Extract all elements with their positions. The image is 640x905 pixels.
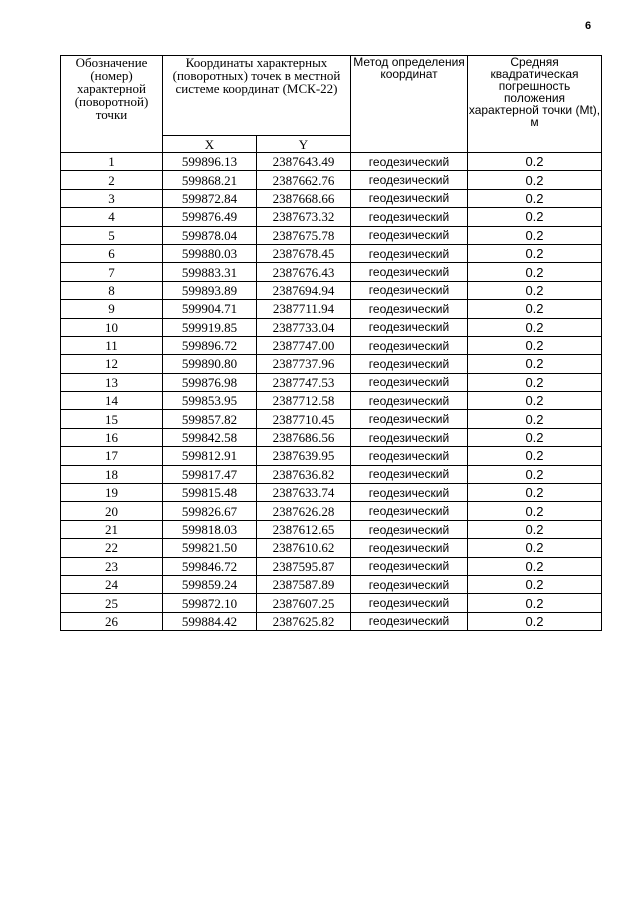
method-cell: геодезический [351, 539, 468, 557]
method-cell: геодезический [351, 153, 468, 171]
error-cell: 0.2 [468, 428, 602, 446]
header-designation: Обозначение (номер) характерной (поворотной) точки [61, 56, 163, 153]
point-number-cell: 15 [61, 410, 163, 428]
x-coordinate-cell: 599884.42 [163, 612, 257, 630]
page-number: 6 [585, 20, 592, 32]
y-coordinate-cell: 2387595.87 [257, 557, 351, 575]
x-coordinate-cell: 599859.24 [163, 575, 257, 593]
error-cell: 0.2 [468, 153, 602, 171]
method-cell: геодезический [351, 244, 468, 262]
x-coordinate-cell: 599872.84 [163, 189, 257, 207]
method-cell: геодезический [351, 226, 468, 244]
table-row [61, 575, 602, 593]
table-row [61, 208, 602, 226]
method-cell: геодезический [351, 300, 468, 318]
table-row [61, 502, 602, 520]
point-number-cell: 19 [61, 484, 163, 502]
x-coordinate-cell: 599876.49 [163, 208, 257, 226]
table-row [61, 244, 602, 262]
method-cell: геодезический [351, 428, 468, 446]
y-coordinate-cell: 2387733.04 [257, 318, 351, 336]
method-cell: геодезический [351, 447, 468, 465]
point-number-cell: 13 [61, 373, 163, 391]
point-number-cell: 10 [61, 318, 163, 336]
x-coordinate-cell: 599821.50 [163, 539, 257, 557]
y-coordinate-cell: 2387747.53 [257, 373, 351, 391]
table-row [61, 539, 602, 557]
y-coordinate-cell: 2387737.96 [257, 355, 351, 373]
y-coordinate-cell: 2387633.74 [257, 484, 351, 502]
y-coordinate-cell: 2387676.43 [257, 263, 351, 281]
error-cell: 0.2 [468, 373, 602, 391]
x-coordinate-cell: 599876.98 [163, 373, 257, 391]
method-cell: геодезический [351, 557, 468, 575]
header-error: Средняя квадратическая погрешность положения характерной точки (Mt), м [468, 56, 602, 153]
x-coordinate-cell: 599842.58 [163, 428, 257, 446]
error-cell: 0.2 [468, 336, 602, 354]
x-coordinate-cell: 599868.21 [163, 171, 257, 189]
table-row [61, 612, 602, 630]
error-cell: 0.2 [468, 484, 602, 502]
method-cell: геодезический [351, 171, 468, 189]
error-cell: 0.2 [468, 171, 602, 189]
x-coordinate-cell: 599904.71 [163, 300, 257, 318]
x-coordinate-cell: 599893.89 [163, 281, 257, 299]
table-row [61, 318, 602, 336]
error-cell: 0.2 [468, 244, 602, 262]
point-number-cell: 25 [61, 594, 163, 612]
error-cell: 0.2 [468, 502, 602, 520]
x-coordinate-cell: 599853.95 [163, 392, 257, 410]
table-row [61, 410, 602, 428]
table-row [61, 392, 602, 410]
point-number-cell: 24 [61, 575, 163, 593]
error-cell: 0.2 [468, 447, 602, 465]
table-row [61, 520, 602, 538]
x-coordinate-cell: 599896.72 [163, 336, 257, 354]
point-number-cell: 3 [61, 189, 163, 207]
table-row [61, 428, 602, 446]
method-cell: геодезический [351, 208, 468, 226]
point-number-cell: 23 [61, 557, 163, 575]
x-coordinate-cell: 599883.31 [163, 263, 257, 281]
table-row [61, 189, 602, 207]
error-cell: 0.2 [468, 300, 602, 318]
method-cell: геодезический [351, 520, 468, 538]
y-coordinate-cell: 2387636.82 [257, 465, 351, 483]
point-number-cell: 6 [61, 244, 163, 262]
table-row [61, 281, 602, 299]
y-coordinate-cell: 2387711.94 [257, 300, 351, 318]
error-cell: 0.2 [468, 355, 602, 373]
x-coordinate-cell: 599880.03 [163, 244, 257, 262]
table-body [61, 153, 602, 631]
header-y: Y [257, 136, 351, 153]
y-coordinate-cell: 2387587.89 [257, 575, 351, 593]
method-cell: геодезический [351, 484, 468, 502]
point-number-cell: 17 [61, 447, 163, 465]
point-number-cell: 18 [61, 465, 163, 483]
y-coordinate-cell: 2387643.49 [257, 153, 351, 171]
table-row [61, 557, 602, 575]
error-cell: 0.2 [468, 612, 602, 630]
table-row [61, 153, 602, 171]
error-cell: 0.2 [468, 520, 602, 538]
x-coordinate-cell: 599919.85 [163, 318, 257, 336]
method-cell: геодезический [351, 392, 468, 410]
method-cell: геодезический [351, 189, 468, 207]
table-row [61, 484, 602, 502]
y-coordinate-cell: 2387678.45 [257, 244, 351, 262]
y-coordinate-cell: 2387662.76 [257, 171, 351, 189]
x-coordinate-cell: 599878.04 [163, 226, 257, 244]
table-row [61, 355, 602, 373]
x-coordinate-cell: 599857.82 [163, 410, 257, 428]
x-coordinate-cell: 599817.47 [163, 465, 257, 483]
y-coordinate-cell: 2387612.65 [257, 520, 351, 538]
y-coordinate-cell: 2387626.28 [257, 502, 351, 520]
x-coordinate-cell: 599815.48 [163, 484, 257, 502]
table-row [61, 447, 602, 465]
y-coordinate-cell: 2387710.45 [257, 410, 351, 428]
x-coordinate-cell: 599890.80 [163, 355, 257, 373]
error-cell: 0.2 [468, 539, 602, 557]
method-cell: геодезический [351, 575, 468, 593]
table-row [61, 465, 602, 483]
point-number-cell: 7 [61, 263, 163, 281]
method-cell: геодезический [351, 594, 468, 612]
method-cell: геодезический [351, 465, 468, 483]
point-number-cell: 2 [61, 171, 163, 189]
y-coordinate-cell: 2387610.62 [257, 539, 351, 557]
error-cell: 0.2 [468, 208, 602, 226]
x-coordinate-cell: 599812.91 [163, 447, 257, 465]
header-coordinates: Координаты характерных (поворотных) точек в местной системе координат (МСК-22) [163, 56, 351, 136]
coordinates-table [60, 55, 602, 631]
point-number-cell: 22 [61, 539, 163, 557]
method-cell: геодезический [351, 263, 468, 281]
method-cell: геодезический [351, 336, 468, 354]
table-row [61, 300, 602, 318]
table-row [61, 373, 602, 391]
point-number-cell: 21 [61, 520, 163, 538]
y-coordinate-cell: 2387639.95 [257, 447, 351, 465]
error-cell: 0.2 [468, 189, 602, 207]
error-cell: 0.2 [468, 594, 602, 612]
point-number-cell: 8 [61, 281, 163, 299]
error-cell: 0.2 [468, 392, 602, 410]
point-number-cell: 14 [61, 392, 163, 410]
method-cell: геодезический [351, 410, 468, 428]
error-cell: 0.2 [468, 575, 602, 593]
point-number-cell: 9 [61, 300, 163, 318]
table-row [61, 263, 602, 281]
point-number-cell: 20 [61, 502, 163, 520]
error-cell: 0.2 [468, 557, 602, 575]
y-coordinate-cell: 2387607.25 [257, 594, 351, 612]
table-row [61, 594, 602, 612]
header-x: X [163, 136, 257, 153]
x-coordinate-cell: 599818.03 [163, 520, 257, 538]
point-number-cell: 16 [61, 428, 163, 446]
point-number-cell: 11 [61, 336, 163, 354]
error-cell: 0.2 [468, 465, 602, 483]
table-row [61, 171, 602, 189]
method-cell: геодезический [351, 318, 468, 336]
y-coordinate-cell: 2387625.82 [257, 612, 351, 630]
point-number-cell: 5 [61, 226, 163, 244]
point-number-cell: 12 [61, 355, 163, 373]
header-method: Метод определения координат [351, 56, 468, 153]
error-cell: 0.2 [468, 226, 602, 244]
y-coordinate-cell: 2387675.78 [257, 226, 351, 244]
point-number-cell: 1 [61, 153, 163, 171]
y-coordinate-cell: 2387747.00 [257, 336, 351, 354]
x-coordinate-cell: 599872.10 [163, 594, 257, 612]
error-cell: 0.2 [468, 281, 602, 299]
y-coordinate-cell: 2387686.56 [257, 428, 351, 446]
y-coordinate-cell: 2387712.58 [257, 392, 351, 410]
table-header-row [61, 56, 602, 136]
error-cell: 0.2 [468, 410, 602, 428]
table-row [61, 336, 602, 354]
error-cell: 0.2 [468, 318, 602, 336]
y-coordinate-cell: 2387673.32 [257, 208, 351, 226]
point-number-cell: 26 [61, 612, 163, 630]
method-cell: геодезический [351, 281, 468, 299]
table-row [61, 226, 602, 244]
x-coordinate-cell: 599846.72 [163, 557, 257, 575]
error-cell: 0.2 [468, 263, 602, 281]
y-coordinate-cell: 2387694.94 [257, 281, 351, 299]
x-coordinate-cell: 599826.67 [163, 502, 257, 520]
y-coordinate-cell: 2387668.66 [257, 189, 351, 207]
method-cell: геодезический [351, 502, 468, 520]
method-cell: геодезический [351, 612, 468, 630]
point-number-cell: 4 [61, 208, 163, 226]
method-cell: геодезический [351, 373, 468, 391]
x-coordinate-cell: 599896.13 [163, 153, 257, 171]
method-cell: геодезический [351, 355, 468, 373]
